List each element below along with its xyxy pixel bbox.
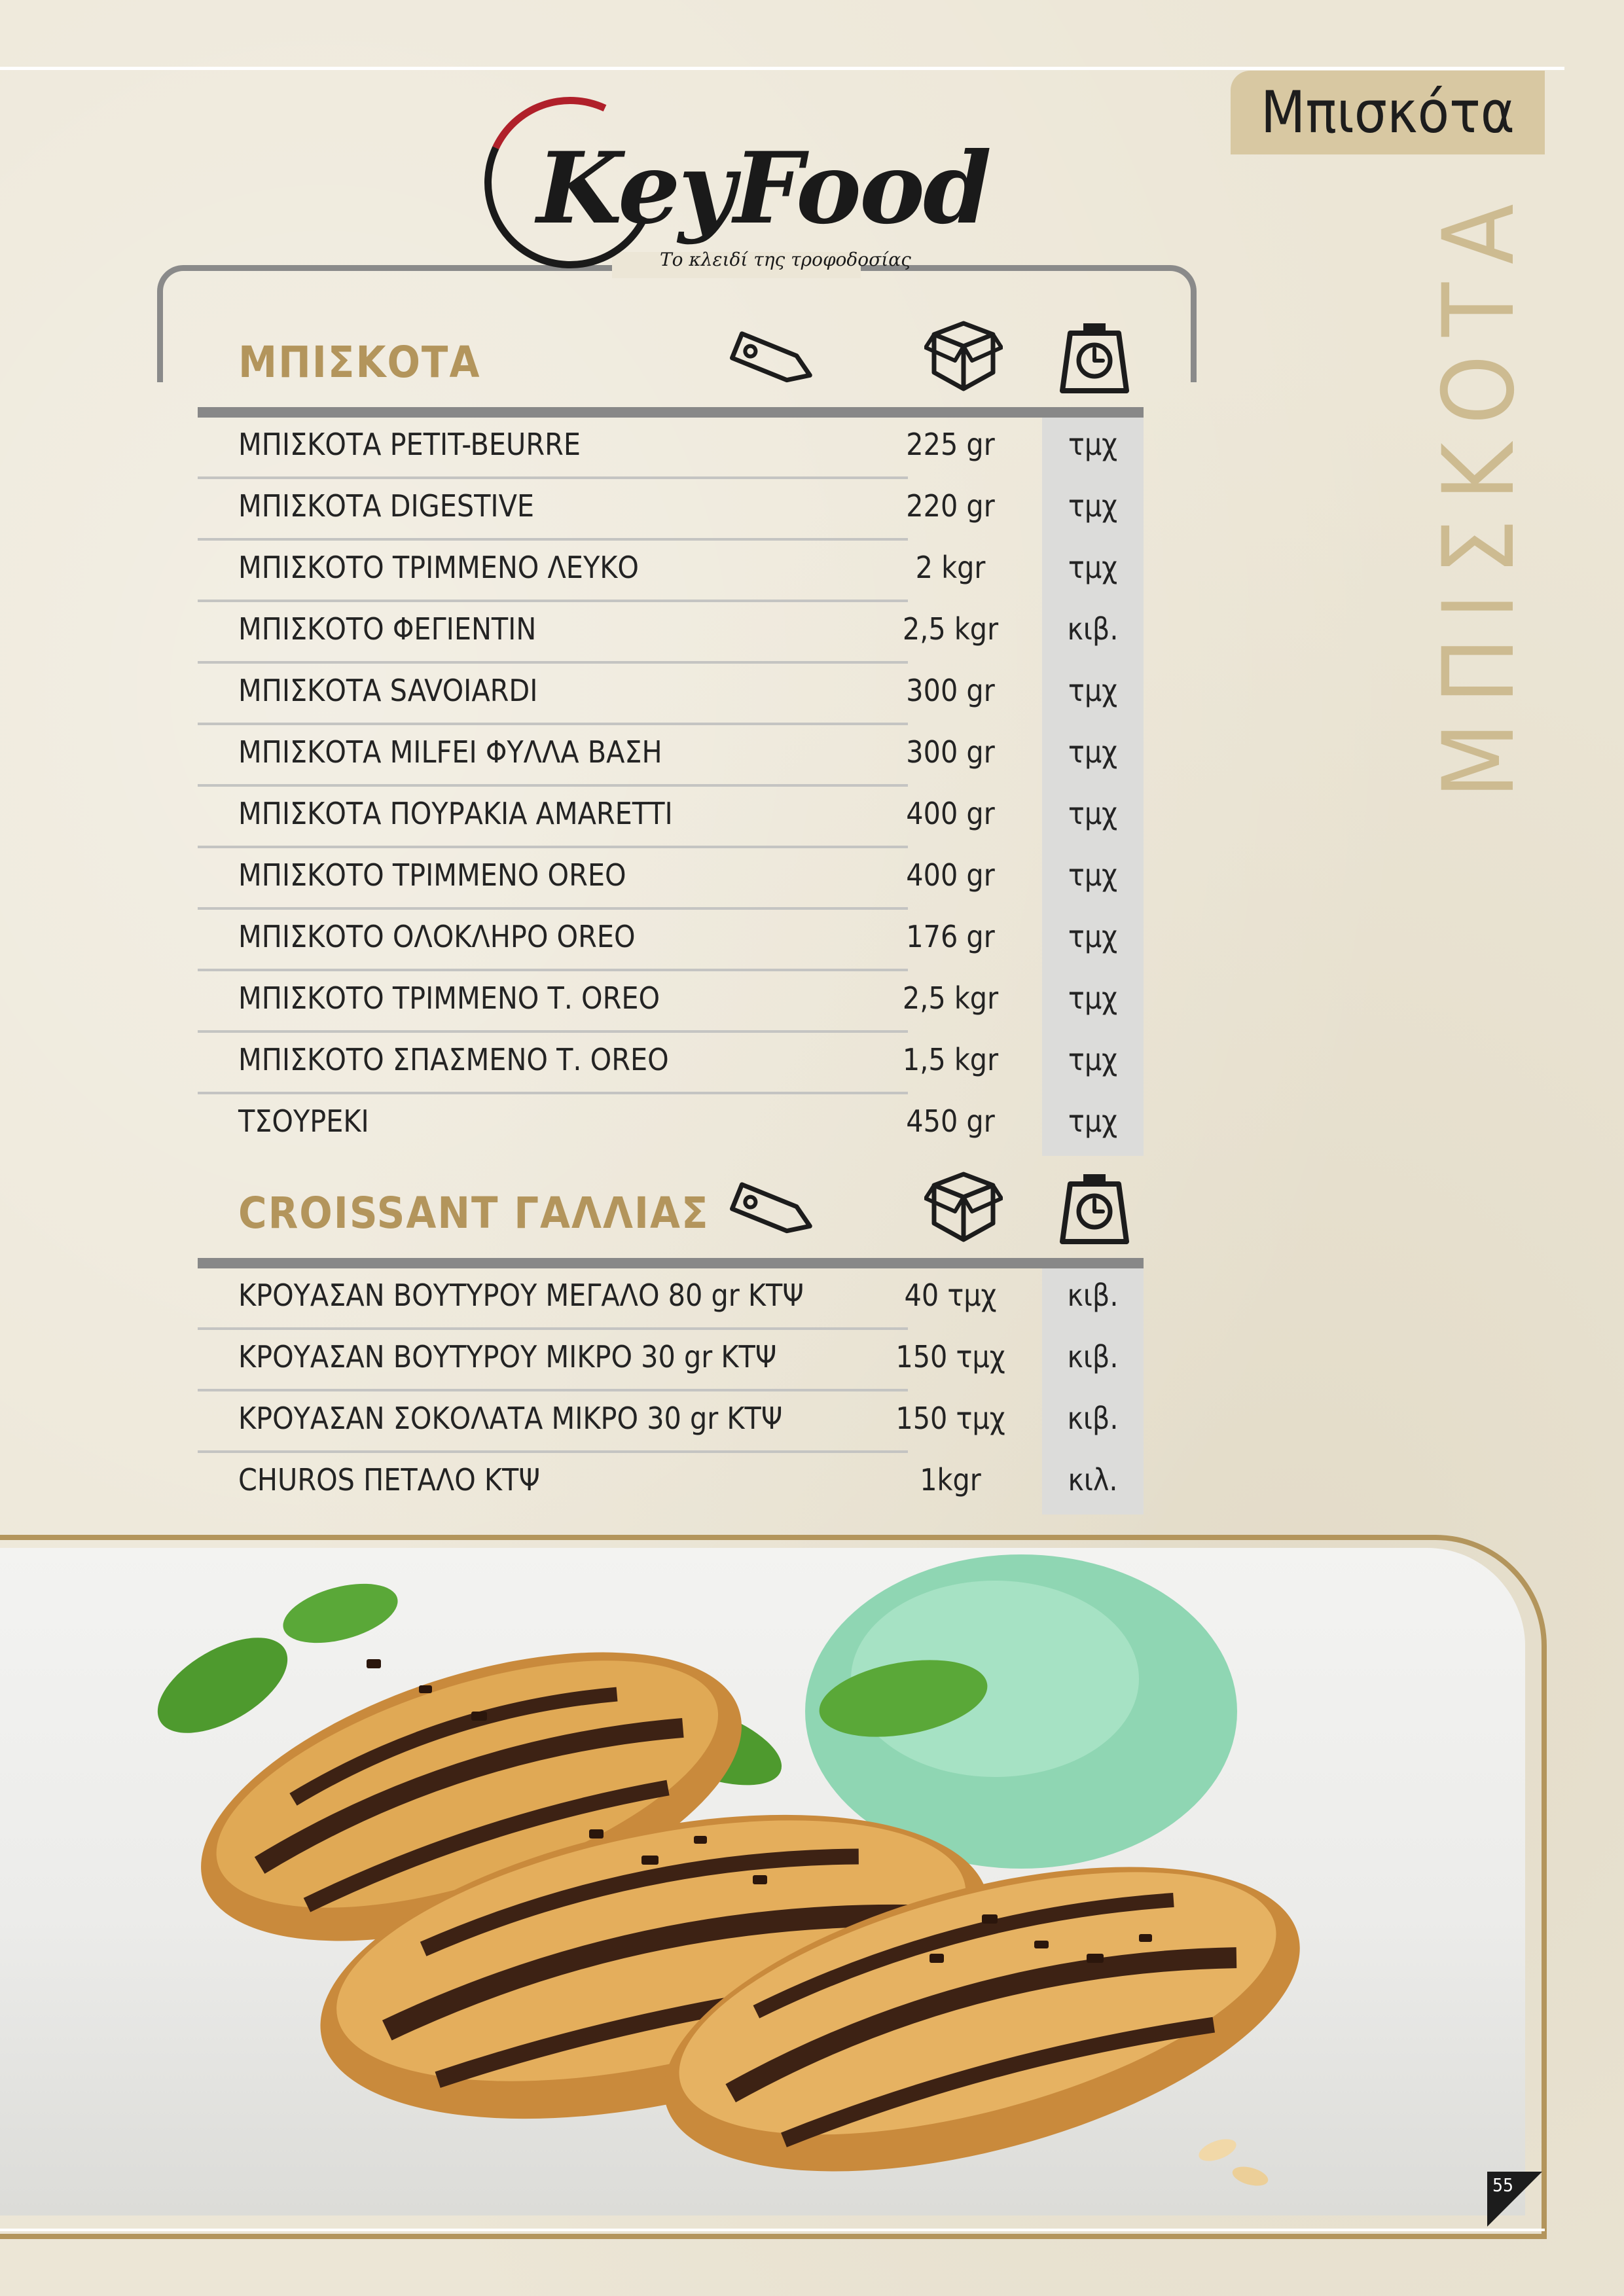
product-quantity: 150 τμχ bbox=[895, 1401, 1005, 1436]
product-unit: κιβ. bbox=[1067, 611, 1119, 647]
product-quantity: 1,5 kgr bbox=[902, 1042, 999, 1077]
section-header-bar bbox=[198, 1258, 1144, 1268]
product-quantity: 300 gr bbox=[906, 734, 995, 770]
page-number: 55 bbox=[1492, 2174, 1514, 2196]
product-name: ΜΠΙΣΚΟΤΟ ΤΡΙΜΜΕΝΟ OREO bbox=[238, 857, 626, 893]
table-row bbox=[198, 1094, 1144, 1156]
product-unit: τμχ bbox=[1068, 673, 1118, 708]
category-tab: Μπισκότα bbox=[1231, 71, 1545, 154]
product-name: ΚΡΟΥΑΣΑΝ ΒΟΥΤΥΡΟΥ ΜΕΓΑΛΟ 80 gr ΚΤΨ bbox=[238, 1278, 804, 1313]
table-row bbox=[198, 1391, 1144, 1453]
product-unit: τμχ bbox=[1068, 796, 1118, 831]
product-name: ΜΠΙΣΚΟΤΑ SAVOIARDI bbox=[238, 673, 538, 708]
product-name: ΚΡΟΥΑΣΑΝ ΒΟΥΤΥΡΟΥ ΜΙΚΡΟ 30 gr ΚΤΨ bbox=[238, 1339, 777, 1374]
product-name: ΜΠΙΣΚΟΤΟ ΟΛΟΚΛΗΡΟ OREO bbox=[238, 919, 636, 954]
product-quantity: 450 gr bbox=[906, 1103, 995, 1139]
table-row bbox=[198, 479, 1144, 541]
croissant-photo bbox=[0, 1548, 1525, 2215]
vertical-category-title: ΜΠΙΣΚΟΤΑ bbox=[1422, 185, 1536, 798]
table-row bbox=[198, 1033, 1144, 1094]
table-row bbox=[198, 1268, 1144, 1330]
product-unit: τμχ bbox=[1068, 980, 1118, 1016]
product-name: ΜΠΙΣΚΟΤΑ MILFEI ΦΥΛΛΑ ΒΑΣΗ bbox=[238, 734, 662, 770]
bottom-rule bbox=[0, 2229, 1545, 2231]
table-row bbox=[198, 848, 1144, 910]
product-quantity: 220 gr bbox=[906, 488, 995, 524]
table-row bbox=[198, 418, 1144, 479]
section-header bbox=[198, 1160, 1144, 1258]
package-box-icon bbox=[924, 1171, 1003, 1246]
product-quantity: 225 gr bbox=[906, 427, 995, 462]
section-header bbox=[198, 309, 1144, 407]
logo-wordmark: KeyFood bbox=[537, 131, 990, 246]
product-name: ΜΠΙΣΚΟΤΑ DIGESTIVE bbox=[238, 488, 535, 524]
table-row bbox=[198, 971, 1144, 1033]
product-unit: τμχ bbox=[1068, 488, 1118, 524]
product-unit: κιβ. bbox=[1067, 1339, 1119, 1374]
product-name: ΤΣΟΥΡΕΚΙ bbox=[238, 1103, 369, 1139]
section-croissants bbox=[198, 1160, 1144, 1515]
table-row bbox=[198, 664, 1144, 725]
weighing-scale-icon bbox=[1058, 320, 1130, 395]
product-unit: τμχ bbox=[1068, 734, 1118, 770]
weighing-scale-icon bbox=[1058, 1171, 1130, 1246]
product-quantity: 176 gr bbox=[906, 919, 995, 954]
price-tag-icon bbox=[721, 1174, 820, 1246]
product-unit: τμχ bbox=[1068, 550, 1118, 585]
product-name: ΜΠΙΣΚΟΤΟ ΤΡΙΜΜΕΝΟ Τ. OREO bbox=[238, 980, 660, 1016]
product-quantity: 2,5 kgr bbox=[902, 611, 999, 647]
keyfood-logo bbox=[484, 92, 990, 281]
price-tag-icon bbox=[721, 323, 820, 395]
product-name: ΜΠΙΣΚΟΤΟ ΣΠΑΣΜΕΝΟ Τ. OREO bbox=[238, 1042, 669, 1077]
product-unit: κιβ. bbox=[1067, 1278, 1119, 1313]
table-row bbox=[198, 1453, 1144, 1515]
section-biscuits bbox=[198, 309, 1144, 1156]
table-row bbox=[198, 541, 1144, 602]
table-row bbox=[198, 787, 1144, 848]
product-table bbox=[198, 1268, 1144, 1515]
product-quantity: 40 τμχ bbox=[904, 1278, 997, 1313]
product-quantity: 1kgr bbox=[920, 1462, 981, 1498]
product-quantity: 400 gr bbox=[906, 857, 995, 893]
product-unit: τμχ bbox=[1068, 1042, 1118, 1077]
table-row bbox=[198, 1330, 1144, 1391]
product-table bbox=[198, 418, 1144, 1156]
section-header-bar bbox=[198, 407, 1144, 418]
croissant-illustration bbox=[0, 1548, 1525, 2215]
product-name: ΜΠΙΣΚΟΤΑ PETIT-BEURRE bbox=[238, 427, 581, 462]
table-row bbox=[198, 725, 1144, 787]
product-unit: τμχ bbox=[1068, 919, 1118, 954]
table-row bbox=[198, 602, 1144, 664]
product-quantity: 150 τμχ bbox=[895, 1339, 1005, 1374]
product-quantity: 400 gr bbox=[906, 796, 995, 831]
product-unit: κιλ. bbox=[1068, 1462, 1118, 1498]
section-title: ΜΠΙΣΚΟΤΑ bbox=[238, 337, 481, 387]
product-unit: τμχ bbox=[1068, 857, 1118, 893]
product-name: ΜΠΙΣΚΟΤΑ ΠΟΥΡΑΚΙΑ AMARETTI bbox=[238, 796, 673, 831]
product-name: ΜΠΙΣΚΟΤΟ ΦΕΓΙΕΝΤΙΝ bbox=[238, 611, 537, 647]
product-name: ΜΠΙΣΚΟΤΟ ΤΡΙΜΜΕΝΟ ΛΕΥΚΟ bbox=[238, 550, 639, 585]
top-rule bbox=[0, 67, 1564, 70]
table-row bbox=[198, 910, 1144, 971]
package-box-icon bbox=[924, 320, 1003, 395]
product-name: CHUROS ΠΕΤΑΛΟ ΚΤΨ bbox=[238, 1462, 540, 1498]
section-title: CROISSANT ΓΑΛΛΙΑΣ bbox=[238, 1188, 710, 1238]
product-unit: τμχ bbox=[1068, 427, 1118, 462]
product-quantity: 300 gr bbox=[906, 673, 995, 708]
product-name: ΚΡΟΥΑΣΑΝ ΣΟΚΟΛΑΤΑ ΜΙΚΡΟ 30 gr ΚΤΨ bbox=[238, 1401, 783, 1436]
product-quantity: 2 kgr bbox=[915, 550, 986, 585]
product-unit: τμχ bbox=[1068, 1103, 1118, 1139]
product-quantity: 2,5 kgr bbox=[902, 980, 999, 1016]
logo-tagline: Το κλειδί της τροφοδοσίας bbox=[660, 249, 911, 270]
product-unit: κιβ. bbox=[1067, 1401, 1119, 1436]
